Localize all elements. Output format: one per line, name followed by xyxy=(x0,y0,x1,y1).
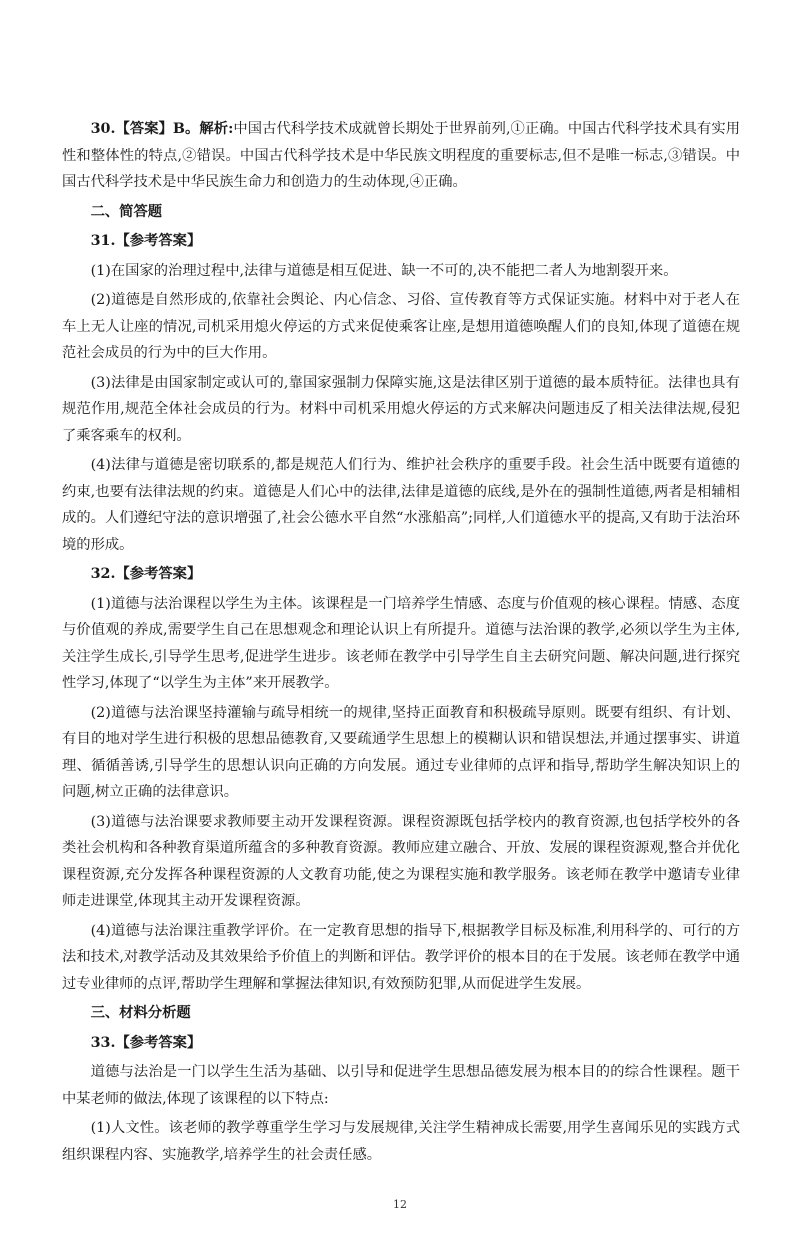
q31-paragraph-3: (3)法律是由国家制定或认可的,靠国家强制力保障实施,这是法律区别于道德的最本质特征。法律也具有规范作用,规范全体社会成员的行为。材料中司机采用熄火停运的方式来解决问题违反了相关法律法规,侵犯了乘客乘车的权利。 xyxy=(62,374,740,444)
q31-paragraph-2: (2)道德是自然形成的,依靠社会舆论、内心信念、习俗、宣传教育等方式保证实施。材料中对于老人在车上无人让座的情况,司机采用熄火停运的方式来促使乘客让座,是想用道德唤醒人们的良知,体现了道德在规范社会成员的行为中的巨大作用。 xyxy=(62,292,740,361)
q30-paragraph xyxy=(62,116,740,196)
q32-header: 32.【参考答案】 xyxy=(90,566,202,582)
section-2-heading: 二、简答题 xyxy=(90,203,163,220)
q32-paragraph-1: (1)道德与法治课程以学生为主体。该课程是一门培养学生情感、态度与价值观的核心课程。情感、态度与价值观的养成,需要学生自己在思想观念和理论认识上有所提升。道德与法治课的教学,必须以学生为主体,关注学生成长,引导学生思考,促进学生进步。该老师在教学中引导学生自主去研究问题、解决问题,进行探究性学习,体现了“以学生为主体”来开展教学。 xyxy=(62,595,740,691)
q32-paragraph-3: (3)道德与法治课要求教师要主动开发课程资源。课程资源既包括学校内的教育资源,也包括学校外的各类社会机构和各种教育渠道所蕴含的多种教育资源。教师应建立融合、开放、发展的课程资源观,整合并优化课程资源,充分发挥各种课程资源的人文教育功能,使之为课程实施和教学服务。该老师在教学中邀请专业律师走进课堂,体现其主动开发课程资源。 xyxy=(62,813,740,909)
q31-paragraph-1: (1)在国家的治理过程中,法律与道德是相互促进、缺一不可的,决不能把二者人为地割裂开来。 xyxy=(90,262,678,279)
q33-paragraph-2: (1)人文性。该老师的教学尊重学生学习与发展规律,关注学生精神成长需要,用学生喜闻乐见的实践方式组织课程内容、实施教学,培养学生的社会责任感。 xyxy=(62,1120,740,1163)
q31-paragraph-4: (4)法律与道德是密切联系的,都是规范人们行为、维护社会秩序的重要手段。社会生活中既要有道德的约束,也要有法律法规的约束。道德是人们心中的法律,法律是道德的底线,是外在的强制性道德,两者是相辅相成的。人们遵纪守法的意识增强了,社会公德水平自然“水涨船高”;同样,人们道德水平的提高,又有助于法治环境的形成。 xyxy=(62,457,740,553)
q30-answer-value: B。 xyxy=(172,121,200,137)
q33-header: 33.【参考答案】 xyxy=(90,1034,202,1051)
q33-paragraph-1: 道德与法治是一门以学生生活为基础、以引导和促进学生思想品德发展为根本目的的综合性课程。题干中某老师的做法,体现了该课程的以下特点: xyxy=(62,1064,740,1107)
q30-number: 30. xyxy=(90,121,116,137)
q30-text: 中国古代科学技术成就曾长期处于世界前列,①正确。中国古代科学技术具有实用性和整体性的特点,②错误。中国古代科学技术是中华民族文明程度的重要标志,但不是唯一标志,③错误。中国古代科学技术是中华民族生命力和创造力的生动体现,④正确。 xyxy=(62,121,741,190)
section-3-heading: 三、材料分析题 xyxy=(90,1005,191,1021)
q30-answer-label: 【答案】 xyxy=(115,121,173,137)
q32-paragraph-4: (4)道德与法治课注重教学评价。在一定教育思想的指导下,根据教学目标及标准,利用科学的、可行的方法和技术,对教学活动及其效果给予价值上的判断和评估。教学评价的根本目的在于发展。该老师在教学中通过专业律师的点评,帮助学生理解和掌握法律知识,有效预防犯罪,从而促进学生发展。 xyxy=(62,922,740,992)
q31-header: 31.【参考答案】 xyxy=(90,233,202,249)
document-body xyxy=(62,116,740,1171)
q32-paragraph-2: (2)道德与法治课坚持灌输与疏导相统一的规律,坚持正面教育和积极疏导原则。既要有组织、有计划、有目的地对学生进行积极的思想品德教育,又要疏通学生思想上的模糊认识和错误想法,并通过摆事实、讲道理、循循善诱,引导学生的思想认识向正确的方向发展。通过专业律师的点评和指导,帮助学生解决知识上的问题,树立正确的法律意识。 xyxy=(62,704,740,800)
page-number: 12 xyxy=(393,1198,407,1211)
q30-analysis-label: 解析: xyxy=(199,121,234,137)
